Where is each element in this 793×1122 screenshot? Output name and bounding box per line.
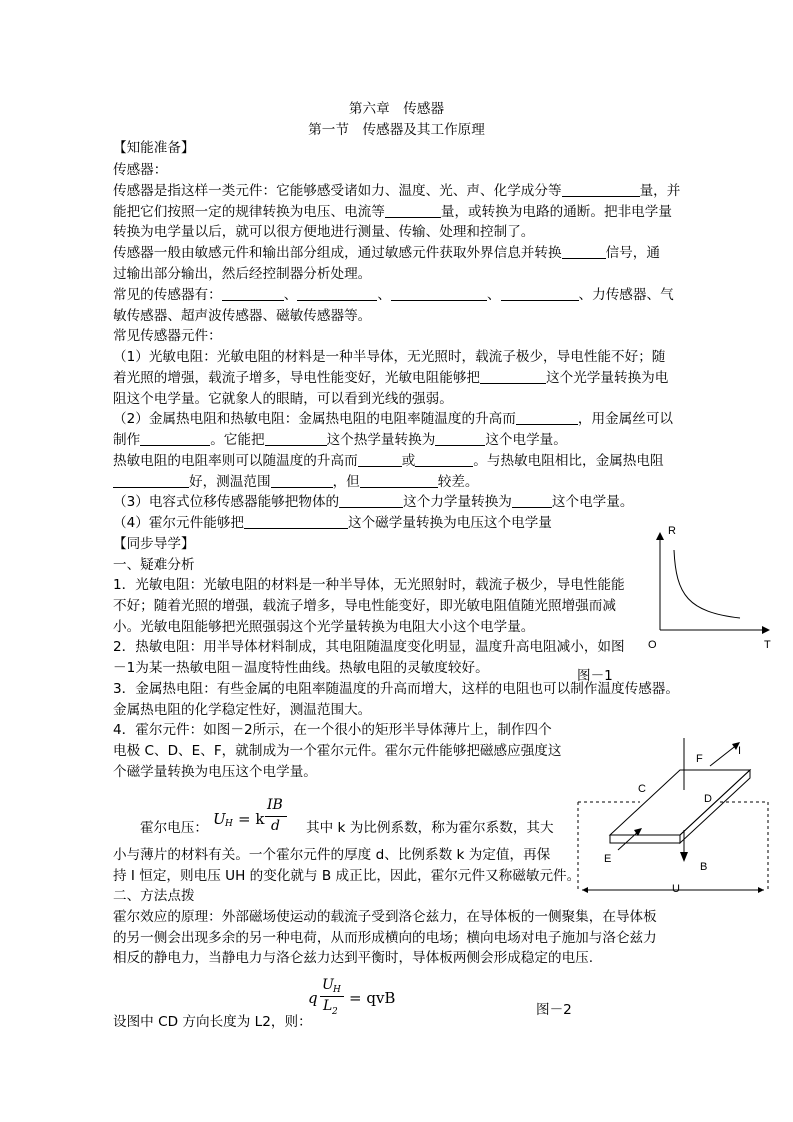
- paragraph-line: 2．热敏电阻：用半导体材料制成，其电阻随温度变化明显，温度升高电阻减小，如图: [113, 639, 625, 655]
- paragraph-line: （2）金属热电阻和热敏电阻：金属热电阻的电阻率随温度的升高而 ，用金属丝可以: [113, 411, 674, 427]
- fill-blank[interactable]: [339, 493, 403, 508]
- label-U: U: [672, 883, 680, 895]
- chapter-title: 第六章 传感器: [348, 101, 445, 117]
- label-C: C: [638, 783, 646, 795]
- paragraph-line: 小与薄片的材料有关。一个霍尔元件的厚度 d、比例系数 k 为定值，再保: [113, 847, 551, 863]
- paragraph-line: 电极 C、D、E、F，就制成为一个霍尔元件。霍尔元件能够把磁感应强度这: [113, 743, 562, 759]
- fill-blank[interactable]: [244, 514, 348, 529]
- plate-front-face: [610, 835, 680, 843]
- fill-blank[interactable]: [360, 473, 438, 488]
- fill-blank[interactable]: [501, 286, 579, 301]
- label-D: D: [704, 793, 712, 805]
- paragraph-line: （1）光敏电阻：光敏电阻的材料是一种半导体，无光照时，载流子极少，导电性能不好；随: [113, 349, 666, 365]
- fill-blank[interactable]: [480, 369, 546, 384]
- paragraph-line: 霍尔效应的原理：外部磁场使运动的载流子受到洛仑兹力，在导体板的一侧聚集，在导体板: [113, 909, 657, 925]
- paragraph-line: 能把它们按照一定的规律转换为电压、电流等 量，或转换为电路的通断。把非电学量: [113, 204, 672, 220]
- paragraph-line: （3）电容式位移传感器能够把物体的 这个力学量转换为 这个电学量。: [113, 494, 634, 510]
- paragraph-line: 制作 。它能把 这个热学量转换为 这个电学量。: [113, 432, 567, 448]
- voltage-arrow-right: [758, 887, 764, 893]
- y-axis-label: R: [668, 525, 676, 537]
- x-axis-arrow: [762, 626, 770, 634]
- fill-blank[interactable]: [415, 452, 473, 467]
- paragraph-line: 敏传感器、超声波传感器、磁敏传感器等。: [113, 308, 372, 324]
- subheading-method: 二、方法点拨: [113, 888, 195, 904]
- force-balance-formula: q U H L 2 = qvB: [308, 977, 396, 1017]
- paragraph-line: （4）霍尔元件能够把 这个磁学量转换为电压这个电学量: [113, 515, 552, 531]
- fill-blank[interactable]: [516, 410, 578, 425]
- fill-blank[interactable]: [140, 431, 210, 446]
- paragraph-line: 的另一侧会出现多余的另一种电荷，从而形成横向的电场；横向电场对电子施加与洛仑兹力: [113, 930, 657, 946]
- paragraph-line: －1为某一热敏电阻－温度特性曲线。热敏电阻的灵敏度较好。: [113, 660, 489, 676]
- voltage-arrow-left: [582, 887, 588, 893]
- subheading-analysis: 一、疑难分析: [113, 557, 195, 573]
- paragraph-line: 传感器一般由敏感元件和输出部分组成，通过敏感元件获取外界信息并转换 信号，通: [113, 245, 660, 261]
- paragraph-line: 3．金属热电阻：有些金属的电阻率随温度的升高而增大，这样的电阻也可以制作温度传感器。: [113, 681, 679, 697]
- paragraph-line: 常见的传感器有： 、 、 、 、力传感器、气: [113, 287, 674, 303]
- paragraph-line: 过输出部分输出，然后经控制器分析处理。: [113, 266, 372, 282]
- fill-blank[interactable]: [391, 286, 487, 301]
- heading-preparation: 【知能准备】: [113, 140, 195, 156]
- origin-label: O: [648, 639, 657, 651]
- paragraph-line: 阻这个电学量。它就象人的眼睛，可以看到光线的强弱。: [113, 391, 453, 407]
- paragraph-line: 着光照的增强，载流子增多，导电性能变好，光敏电阻能够把 这个光学量转换为电: [113, 370, 669, 386]
- paragraph-line: 设图中 CD 方向长度为 L2，则：: [113, 1014, 312, 1030]
- plate-side-face: [680, 770, 750, 843]
- paragraph-line: 金属热电阻的化学稳定性好，测温范围大。: [113, 702, 372, 718]
- paragraph-line: 4．霍尔元件：如图－2所示，在一个很小的矩形半导体薄片上，制作四个: [113, 722, 552, 738]
- fill-blank[interactable]: [358, 452, 402, 467]
- fill-blank[interactable]: [222, 286, 284, 301]
- heading-guide: 【同步导学】: [113, 536, 195, 552]
- figure-2-hall-element: [570, 730, 780, 900]
- paragraph-line: 好，测温范围 ，但 较差。: [113, 472, 479, 493]
- paragraph-line: 持 I 恒定，则电压 UH 的变化就与 B 成正比，因此，霍尔元件又称磁敏元件。: [113, 868, 581, 884]
- paragraph-line: 小。光敏电阻能够把光照强弱这个光学量转换为电阻大小这个电学量。: [113, 619, 535, 635]
- fill-blank[interactable]: [435, 431, 485, 446]
- sensor-title: 传感器：: [113, 162, 168, 178]
- paragraph-line: 传感器是指这样一类元件：它能够感受诸如力、温度、光、声、化学成分等 量，并: [113, 183, 681, 199]
- fill-blank[interactable]: [385, 203, 441, 218]
- figure-1-rt-curve: [640, 520, 780, 660]
- fill-blank[interactable]: [562, 182, 640, 197]
- y-axis-arrow: [656, 532, 664, 540]
- fill-blank[interactable]: [271, 473, 333, 488]
- label-F: F: [696, 753, 703, 765]
- fill-blank[interactable]: [113, 473, 189, 488]
- paragraph-line: 转换为电学量以后，就可以很方便地进行测量、传输、处理和控制了。: [113, 224, 535, 240]
- fill-blank[interactable]: [512, 493, 552, 508]
- fill-blank[interactable]: [562, 244, 606, 259]
- paragraph-line: 相反的静电力，当静电力与洛仑兹力达到平衡时，导体板两侧会形成稳定的电压.: [113, 950, 594, 966]
- label-I: I: [738, 745, 742, 757]
- figure-2-caption: 图－2: [536, 1002, 572, 1018]
- rt-curve: [674, 550, 740, 618]
- label-E: E: [604, 853, 612, 865]
- paragraph-line: 其中 k 为比例系数，称为霍尔系数，其大: [306, 820, 554, 836]
- paragraph-line: 1．光敏电阻：光敏电阻的材料是一种半导体，无光照射时，载流子极少，导电性能能: [113, 577, 625, 593]
- current-line: [710, 744, 738, 766]
- fill-blank[interactable]: [297, 286, 377, 301]
- paragraph-line: 个磁学量转换为电压这个电学量。: [113, 764, 317, 780]
- x-axis-label: T: [764, 639, 771, 651]
- field-arrow: [680, 852, 688, 862]
- paragraph-line: 不好；随着光照的增强，载流子增多，导电性能变好，即光敏电阻值随光照增强而减: [113, 598, 616, 614]
- label-B: B: [700, 861, 708, 873]
- figure-1-caption: 图－1: [577, 668, 613, 684]
- elements-title: 常见传感器元件：: [113, 328, 222, 344]
- fill-blank[interactable]: [265, 431, 327, 446]
- hall-voltage-label: 霍尔电压：: [140, 820, 208, 836]
- paragraph-line: 热敏电阻的电阻率则可以随温度的升高而 或 。与热敏电阻相比，金属热电阻: [113, 453, 664, 469]
- section-title: 第一节 传感器及其工作原理: [308, 122, 485, 138]
- hall-voltage-formula: U H = k IB d: [213, 800, 293, 838]
